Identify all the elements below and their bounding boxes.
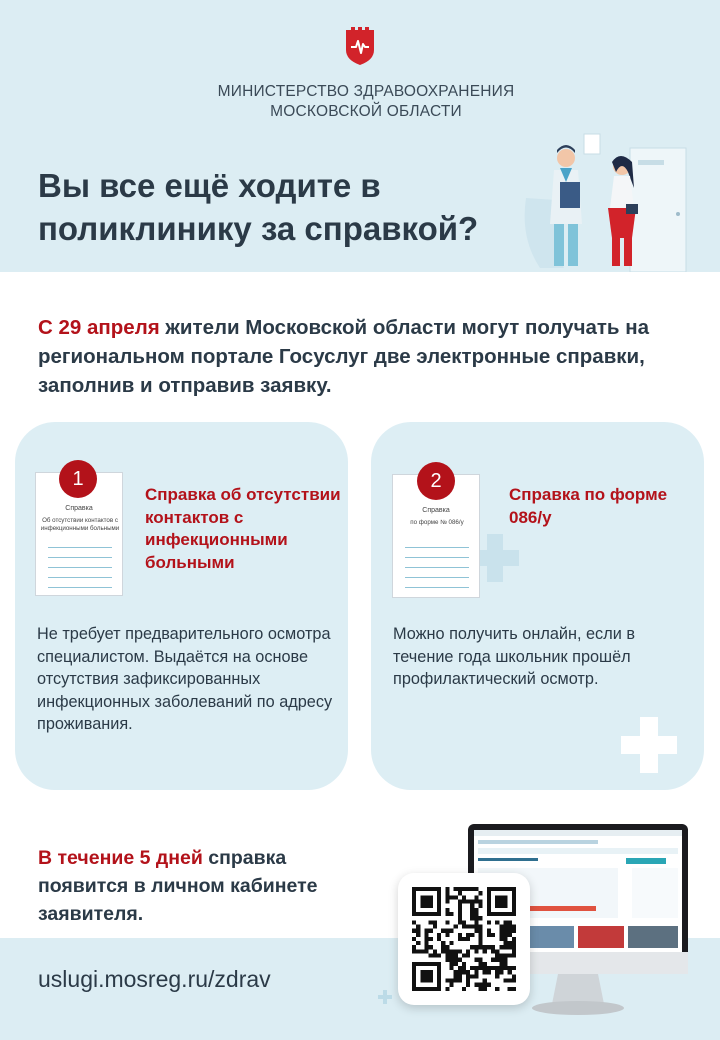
intro-date: С 29 апреля bbox=[38, 316, 160, 339]
intro-text bbox=[38, 313, 688, 400]
card-body: Не требует предварительного осмотра специалистом. Выдаётся на основе отсутствия зафиксированных инфекционных заболеваний по адресу проживания. bbox=[37, 625, 333, 733]
plus-icon bbox=[378, 990, 392, 1004]
doc-title: Справка bbox=[65, 505, 93, 512]
step-number: 1 bbox=[59, 460, 97, 498]
card-heading: Справка по форме 086/у bbox=[509, 485, 668, 527]
ministry-line2: МОСКОВСКОЙ ОБЛАСТИ bbox=[270, 103, 462, 120]
intro-body: жители Московской области могут получать на региональном портале Госуслуг две электронные справки, заполнив и отправив заявку. bbox=[38, 316, 649, 397]
doc-subtitle: по форме № 086/у bbox=[410, 519, 464, 526]
qr-code-card[interactable] bbox=[398, 873, 530, 1005]
doc-title: Справка bbox=[422, 507, 450, 514]
ministry-name bbox=[0, 82, 720, 122]
card-body: Можно получить онлайн, если в течение года школьник прошёл профилактический осмотр. bbox=[393, 625, 635, 688]
portal-link[interactable]: uslugi.mosreg.ru/zdrav bbox=[38, 966, 271, 992]
delivery-days: В течение 5 дней bbox=[38, 847, 203, 869]
emblem-icon bbox=[344, 26, 376, 66]
plus-icon bbox=[621, 717, 677, 773]
certificate-card-2 bbox=[371, 422, 704, 790]
card-heading: Справка об отсутствии контактов с инфекционными больными bbox=[145, 485, 341, 572]
delivery-note bbox=[38, 844, 358, 928]
doctor-patient-illustration bbox=[520, 128, 700, 272]
delivery-text: справка появится в личном кабинете заявителя. bbox=[38, 847, 318, 925]
certificate-card-1 bbox=[15, 422, 348, 790]
doc-subtitle: Об отсутствии контактов с инфекционными больными bbox=[40, 517, 120, 532]
step-number: 2 bbox=[417, 462, 455, 500]
page-title: Вы все ещё ходите в поликлинику за справкой? bbox=[38, 167, 479, 247]
qr-code[interactable] bbox=[412, 887, 516, 991]
ministry-line1: МИНИСТЕРСТВО ЗДРАВООХРАНЕНИЯ bbox=[217, 83, 515, 100]
